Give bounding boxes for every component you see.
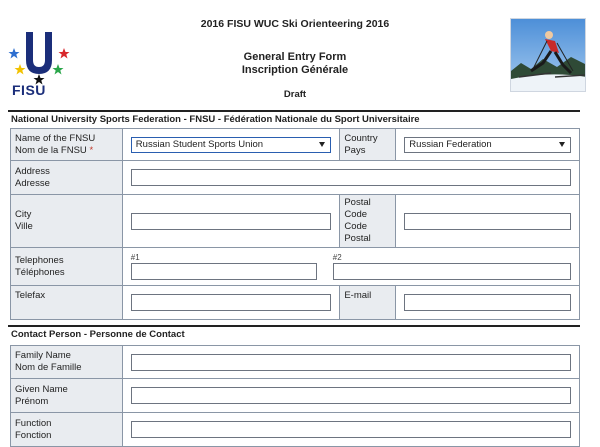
federation-section-title: National University Sports Federation - FNSU - Fédération Nationale du Sport Universitaire (11, 114, 420, 125)
postal-code-input[interactable] (404, 213, 571, 230)
address-label (11, 161, 123, 195)
fnsu-cell (122, 129, 340, 161)
country-label (340, 129, 396, 161)
phone1-input[interactable] (131, 263, 317, 280)
given-name-label-en: Given Name (15, 383, 68, 395)
email-cell (396, 286, 580, 320)
telefax-cell (122, 286, 340, 320)
logo-text: FISU (12, 82, 46, 98)
given-name-label (11, 379, 123, 413)
skier-photo (510, 18, 586, 92)
city-label-en: City (15, 209, 32, 220)
country-select-value: Russian Federation (409, 138, 492, 150)
form-title (180, 51, 410, 77)
postal-code-cell (396, 195, 580, 248)
email-label-text: E-mail (344, 290, 372, 301)
email-label (340, 286, 396, 320)
phone2-input[interactable] (333, 263, 571, 280)
function-cell (122, 413, 579, 447)
given-name-label-fr: Prénom (15, 395, 49, 407)
chevron-down-icon (319, 142, 325, 147)
given-name-input[interactable] (131, 387, 571, 404)
city-label-fr: Ville (15, 221, 33, 232)
status-label: Draft (283, 89, 307, 100)
event-title: 2016 FISU WUC Ski Orienteering 2016 (200, 18, 390, 30)
telefax-label-text: Telefax (15, 290, 46, 301)
fnsu-label-en: Name of the FNSU (15, 132, 96, 144)
federation-form-table (10, 128, 580, 320)
phone1-group (131, 252, 317, 280)
family-name-cell (122, 346, 579, 379)
fnsu-select[interactable] (131, 137, 332, 153)
country-cell (396, 129, 580, 161)
city-input[interactable] (131, 213, 332, 230)
address-label-fr: Adresse (15, 177, 50, 189)
given-name-cell (122, 379, 579, 413)
chevron-down-icon (559, 142, 565, 147)
function-label-fr: Fonction (15, 429, 52, 441)
phone2-hint: #2 (332, 252, 342, 262)
form-header (0, 0, 600, 108)
country-label-fr: Pays (344, 144, 366, 156)
country-label-en: Country (344, 132, 378, 144)
family-name-label-en: Family Name (15, 350, 71, 361)
address-label-en: Address (15, 165, 50, 177)
contact-form-table (10, 345, 580, 447)
postal-label-en: Postal Code (344, 197, 371, 220)
section-divider (8, 325, 580, 327)
family-name-label-fr: Nom de Famille (15, 362, 82, 373)
form-title-fr: Inscription Générale (241, 64, 349, 76)
section-divider (8, 110, 580, 112)
telephones-row (131, 252, 571, 280)
address-input[interactable] (131, 169, 571, 186)
family-name-label (11, 346, 123, 379)
contact-section-title: Contact Person - Personne de Contact (11, 329, 185, 340)
city-label (11, 195, 123, 248)
required-marker: * (89, 144, 94, 156)
telephones-label (11, 248, 123, 286)
function-input[interactable] (131, 421, 571, 438)
country-select[interactable] (404, 137, 571, 153)
address-cell (122, 161, 579, 195)
fnsu-label (11, 129, 123, 161)
telefax-label (11, 286, 123, 320)
phone1-hint: #1 (130, 252, 140, 262)
function-label-en: Function (15, 417, 52, 429)
fnsu-label-fr: Nom de la FNSU (15, 144, 87, 156)
telephones-label-fr: Téléphones (15, 266, 65, 278)
fnsu-select-value: Russian Student Sports Union (135, 138, 264, 150)
family-name-input[interactable] (131, 354, 571, 371)
telefax-input[interactable] (131, 294, 332, 311)
telephones-cell (122, 248, 579, 286)
function-label (11, 413, 123, 447)
postal-label-fr: Code Postal (344, 221, 371, 244)
city-cell (122, 195, 340, 248)
form-title-en: General Entry Form (243, 51, 347, 63)
postal-code-label (340, 195, 396, 248)
phone2-group (333, 252, 571, 280)
email-input[interactable] (404, 294, 571, 311)
telephones-label-en: Telephones (15, 254, 64, 266)
